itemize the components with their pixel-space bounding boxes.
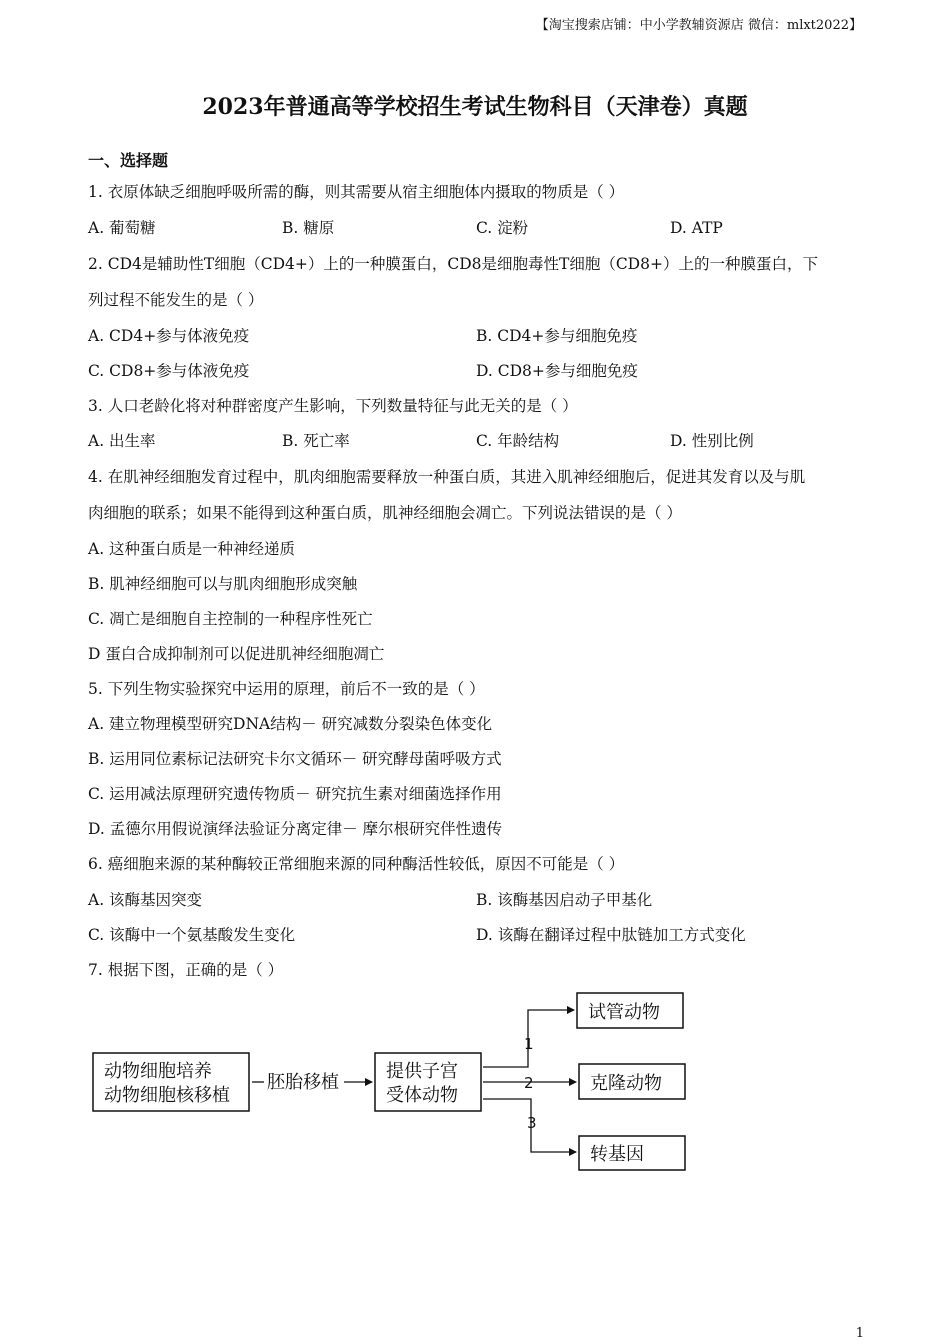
question-2-stem-line-2: 列过程不能发生的是（ ） <box>88 291 264 309</box>
branch-2-target: 克隆动物 <box>590 1073 662 1094</box>
branch-3-target: 转基因 <box>590 1144 644 1165</box>
question-1-option-b: B. 糖原 <box>282 219 335 237</box>
question-3-option-a: A. 出生率 <box>88 432 156 450</box>
question-6-stem: 6. 癌细胞来源的某种酶较正常细胞来源的同种酶活性较低，原因不可能是（ ） <box>88 855 625 873</box>
question-1-option-c: C. 淀粉 <box>476 219 529 237</box>
question-1-option-a: A. 葡萄糖 <box>88 219 156 237</box>
branch-1-number: 1 <box>524 1035 534 1053</box>
question-5-option-c: C. 运用减法原理研究遗传物质－ 研究抗生素对细菌选择作用 <box>88 785 502 803</box>
question-1-option-d: D. ATP <box>670 219 723 237</box>
embryo-transfer-label: 胚胎移植 <box>267 1072 339 1093</box>
question-2-option-b: B. CD4+参与细胞免疫 <box>476 327 638 345</box>
question-4-option-a: A. 这种蛋白质是一种神经递质 <box>88 540 296 558</box>
page-title: 2023年普通高等学校招生考试生物科目（天津卷）真题 <box>202 94 748 120</box>
question-4-option-b: B. 肌神经细胞可以与肌肉细胞形成突触 <box>88 575 358 593</box>
branch-1-target: 试管动物 <box>588 1002 660 1023</box>
question-5-option-d: D. 孟德尔用假说演绎法验证分离定律－ 摩尔根研究伴性遗传 <box>88 820 503 838</box>
question-3-option-c: C. 年龄结构 <box>476 432 560 450</box>
question-2-stem-line-1: 2. CD4是辅助性T细胞（CD4+）上的一种膜蛋白，CD8是细胞毒性T细胞（CD8+）上的一种膜蛋白，下 <box>88 255 818 273</box>
question-3-stem: 3. 人口老龄化将对种群密度产生影响，下列数量特征与此无关的是（ ） <box>88 397 578 415</box>
box-left-line-1: 动物细胞培养 <box>104 1061 212 1082</box>
question-6-option-d: D. 该酶在翻译过程中肽链加工方式变化 <box>476 926 746 944</box>
question-4-stem-line-2: 肉细胞的联系；如果不能得到这种蛋白质，肌神经细胞会凋亡。下列说法错误的是（ ） <box>88 504 682 522</box>
biotech-flow-diagram <box>88 985 698 1175</box>
question-1-stem: 1. 衣原体缺乏细胞呼吸所需的酶，则其需要从宿主细胞体内摄取的物质是（ ） <box>88 183 625 201</box>
box-left-line-2: 动物细胞核移植 <box>104 1085 230 1106</box>
branch-3-number: 3 <box>527 1114 537 1132</box>
question-3-option-d: D. 性别比例 <box>670 432 754 450</box>
question-6-option-a: A. 该酶基因突变 <box>88 891 203 909</box>
branch-2-number: 2 <box>524 1074 534 1092</box>
box-mid-line-1: 提供子宫 <box>386 1061 458 1082</box>
question-4-stem-line-1: 4. 在肌神经细胞发育过程中，肌肉细胞需要释放一种蛋白质，其进入肌神经细胞后，促进其发育以及与肌 <box>88 468 806 486</box>
section-heading: 一、选择题 <box>88 151 169 170</box>
page-number: 1 <box>855 1326 864 1341</box>
question-5-option-b: B. 运用同位素标记法研究卡尔文循环－ 研究酵母菌呼吸方式 <box>88 750 502 768</box>
question-7-stem: 7. 根据下图，正确的是（ ） <box>88 961 284 979</box>
question-6-option-b: B. 该酶基因启动子甲基化 <box>476 891 653 909</box>
question-2-option-a: A. CD4+参与体液免疫 <box>88 327 250 345</box>
question-5-option-a: A. 建立物理模型研究DNA结构－ 研究减数分裂染色体变化 <box>88 715 493 733</box>
question-2-option-d: D. CD8+参与细胞免疫 <box>476 362 638 380</box>
question-4-option-c: C. 凋亡是细胞自主控制的一种程序性死亡 <box>88 610 373 628</box>
question-5-stem: 5. 下列生物实验探究中运用的原理，前后不一致的是（ ） <box>88 680 485 698</box>
question-4-option-d: D 蛋白合成抑制剂可以促进肌神经细胞凋亡 <box>88 645 385 663</box>
question-2-option-c: C. CD8+参与体液免疫 <box>88 362 250 380</box>
box-mid-line-2: 受体动物 <box>386 1085 458 1106</box>
page-header: 【淘宝搜索店铺：中小学教辅资源店 微信：mlxt2022】 <box>535 18 862 33</box>
question-3-option-b: B. 死亡率 <box>282 432 350 450</box>
question-6-option-c: C. 该酶中一个氨基酸发生变化 <box>88 926 296 944</box>
